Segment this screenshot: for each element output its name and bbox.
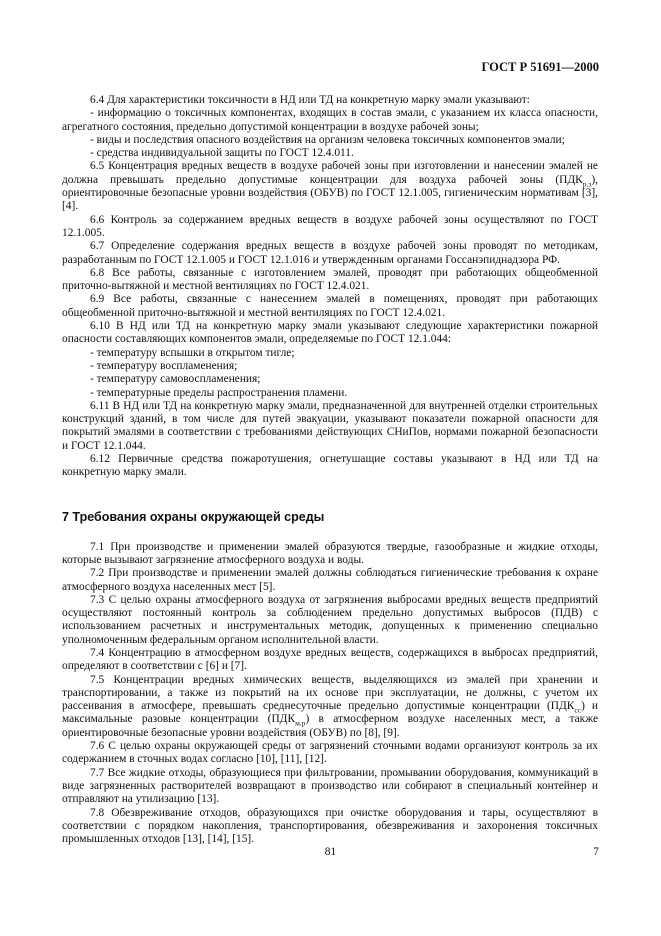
document-body [62, 94, 598, 846]
paragraph-6-4: 6.4 Для характеристики токсичности в НД или ТД на конкретную марку эмали указывают: [90, 94, 530, 106]
paragraph-7-5: 7.5 Концентрации вредных химических веществ, выделяющихся из эмалей при хранении и транспортировании, а также из покрытий на их основе при эксплуатации, не должны, с учетом их рассеивания в атмосфере, превышать среднесуточные предельно допустимые концентрации $(ПДК_{сс})$ и максимальные разовые концентрации $(ПДК_{м.р})$ в атмосферном воздухе населенных мест, а также ориентировочные безопасные уровни воздействия (ОБУВ) по [8], [9]. [62, 673, 598, 739]
paragraph-7-8: 7.8 Обезвреживание отходов, образующихся при очистке оборудования и тары, осуществляют в соответствии с порядком накопления, транспортирования, обезвреживания и захоронения токсичных промышленных отходов [13], [14], [15]. [62, 806, 598, 846]
paragraph-7-6: 7.6 С целью охраны окружающей среды от загрязнений сточными водами организуют контроль за их содержанием в сточных водах согласно [10], [11], [12]. [62, 740, 598, 766]
list-item: - температуру вспышки в открытом тигле; [90, 346, 295, 359]
list-item: - температуру воспламенения; [90, 359, 238, 372]
list-item: - информацию о токсичных компонентах, входящих в состав эмали, с указанием их класса опасности, агрегатного состояния, предельно допустимой концентрации в воздухе рабочей зоны; [62, 107, 598, 133]
page-number-center: 81 [324, 846, 337, 858]
paragraph-6-8: 6.8 Все работы, связанные с изготовлением эмалей, проводят при работающих общеобменной приточно-вытяжной и местной вентиляциях по ГОСТ 12.4.021. [62, 266, 598, 293]
subscript-pdk-ss: сс [574, 705, 582, 715]
paragraph-7-1: 7.1 При производстве и применении эмалей образуются твердые, газообразные и жидкие отходы, которые вызывают загрязнение атмосферного воздуха и воды. [62, 540, 598, 566]
standard-header: ГОСТ Р 51691—2000 [481, 60, 599, 74]
section-7-title: 7 Требования охраны окружающей среды [62, 509, 325, 524]
paragraph-7-3: 7.3 С целью охраны атмосферного воздуха от загрязнения выбросами вредных веществ предприятий осуществляют постоянный контроль за соблюдением предельно допустимых выбросов (ПДВ) с использованием расчетных и инструментальных методик, допущенных к применению специально уполномоченным федеральным органом исполнительной власти. [62, 593, 598, 646]
paragraph-6-9: 6.9 Все работы, связанные с нанесением эмалей в помещениях, проводят при работающих общеобменной приточно-вытяжной и местной вентиляциях по ГОСТ 12.4.021. [62, 293, 598, 319]
paragraph-6-11: 6.11 В НД или ТД на конкретную марку эмали, предназначенной для внутренней отделки строительных конструкций зданий, в том числе для путей эвакуации, указывают показатели пожарной опасности для покрытий эмалями в соответствии с требованиями действующих СНиПов, нормами пожарной безопасности и ГОСТ 12.1.044. [62, 399, 598, 452]
paragraph-7-4: 7.4 Концентрацию в атмосферном воздухе вредных веществ, содержащихся в выбросах предприятий, определяют в соответствии с [6] и [7]. [62, 646, 598, 673]
paragraph-6-10: 6.10 В НД или ТД на конкретную марку эмали указывают следующие характеристики пожарной опасности составляющих компонентов эмали, определяемые по ГОСТ 12.1.044: [62, 320, 598, 346]
paragraph-7-7: 7.7 Все жидкие отходы, образующиеся при фильтровании, промывании оборудования, коммуникаций в виде загрязненных растворителей возвращают в производство или собирают в специальный контейнер и отправляют на утилизацию [13]. [62, 766, 598, 806]
list-item: - средства индивидуальной защиты по ГОСТ 12.4.011. [90, 147, 354, 160]
paragraph-6-6: 6.6 Контроль за содержанием вредных веществ в воздухе рабочей зоны осуществляют по ГОСТ 12.1.005. [62, 213, 598, 239]
list-item: - температуру самовоспламенения; [90, 373, 261, 386]
paragraph-7-2: 7.2 При производстве и применении эмалей должны соблюдаться гигиенические требования к охране атмосферного воздуха населенных мест [5]. [62, 567, 598, 593]
subscript-pdk-mr: м.р [295, 718, 306, 728]
subscript-pdk-rz: р.з [582, 179, 592, 189]
paragraph-6-7: 6.7 Определение содержания вредных веществ в воздухе рабочей зоны проводят по методикам, разработанным по ГОСТ 12.1.005 и ГОСТ 12.1.016 и утвержденным органами Госсанэпиднадзора РФ. [62, 240, 598, 266]
paragraph-6-5: 6.5 Концентрация вредных веществ в воздухе рабочей зоны при изготовлении и нанесении эмалей не должна превышать предельно допустимые концентрации для воздуха рабочей зоны $(ПДК_{р.з})$, ориентировочные безопасные уровни воздействия (ОБУВ) по ГОСТ 12.1.005, гигиеническим нормативам [3], [4]. [62, 160, 598, 213]
paragraph-6-12: 6.12 Первичные средства пожаротушения, огнетушащие составы указывают в НД или ТД на конкретную марку эмали. [62, 453, 598, 479]
list-item: - виды и последствия опасного воздействия на организм человека токсичных компонентов эмали; [90, 133, 565, 146]
page-number-right: 7 [593, 846, 599, 858]
list-item: - температурные пределы распространения пламени. [90, 386, 348, 399]
